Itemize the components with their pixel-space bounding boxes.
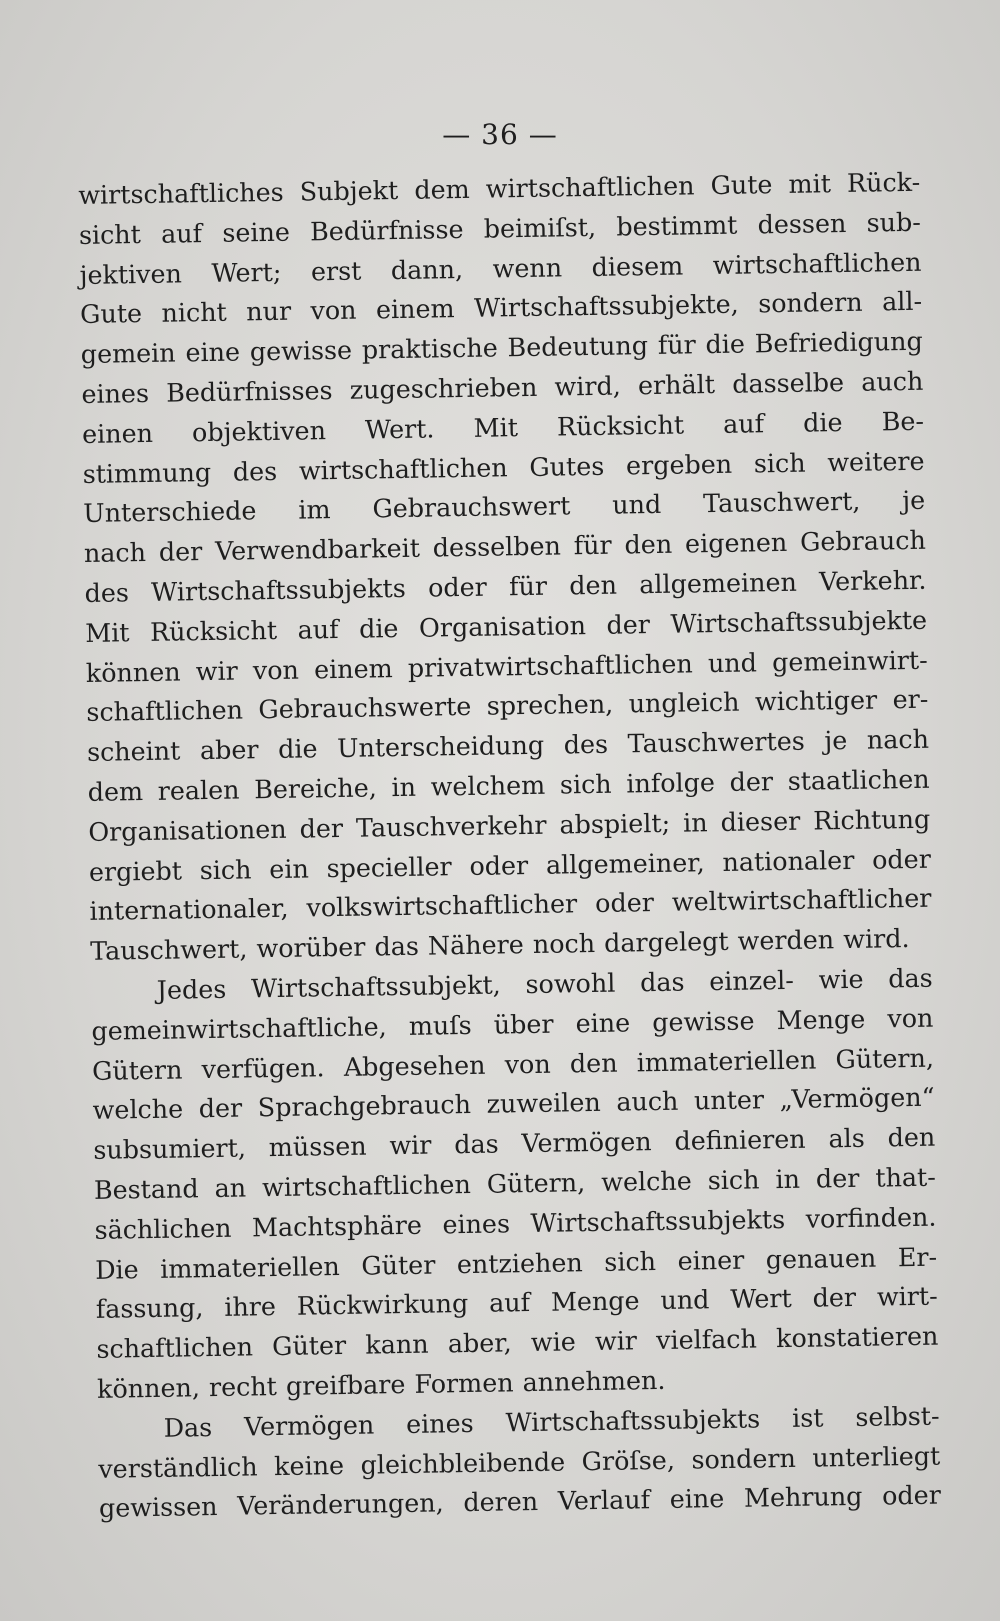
text-line: jektiven Wert; erst dann, wenn diesem wirtschaftlichen	[79, 246, 922, 290]
text-line: sächlichen Machtsphäre eines Wirtschaftssubjekts vorfinden.	[94, 1201, 937, 1245]
text-line: internationaler, volkswirtschaftlicher oder weltwirtschaftlicher	[89, 883, 932, 927]
text-line: Bestand an wirtschaftlichen Gütern, welche sich in der that-	[93, 1161, 937, 1205]
text-line: stimmung des wirtschaftlichen Gutes ergeben sich weitere	[82, 445, 925, 489]
text-line: Gütern verfügen. Abgesehen von den immateriellen Gütern,	[91, 1042, 935, 1086]
text-line: ergiebt sich ein specieller oder allgemeiner, nationaler oder	[88, 843, 932, 887]
text-line: sicht auf seine Bedürfnisse beimiſst, bestimmt dessen sub-	[78, 206, 922, 250]
text-line: können wir von einem privatwirtschaftlichen und gemeinwirt-	[85, 644, 928, 688]
text-line: scheint aber die Unterscheidung des Tauschwertes je nach	[86, 723, 930, 768]
text-line: subsumiert, müssen wir das Vermögen definieren als den	[93, 1121, 936, 1166]
text-line: schaftlichen Gebrauchswerte sprechen, ungleich wichtiger er-	[86, 684, 929, 728]
text-line: gewissen Veränderungen, deren Verlauf eine Mehrung oder	[98, 1479, 942, 1524]
text-line: Jedes Wirtschaftssubjekt, sowohl das einzel- wie das	[156, 962, 933, 1005]
text-line: eines Bedürfnisses zugeschrieben wird, erhält dasselbe auch	[81, 365, 924, 409]
text-line: dem realen Bereiche, in welchem sich infolge der staatlichen	[87, 763, 930, 807]
text-line: gemein eine gewisse praktische Bedeutung für die Befriedigung	[80, 325, 923, 370]
text-line: Das Vermögen eines Wirtschaftssubjekts ist selbst-	[163, 1400, 940, 1443]
text-line: Organisationen der Tauschverkehr abspielt; in dieser Richtung	[88, 803, 931, 847]
page-number: — 36 —	[442, 118, 558, 151]
text-line: fassung, ihre Rückwirkung auf Menge und Wert der wirt-	[95, 1280, 938, 1325]
text-line: gemeinwirtschaftliche, muſs über eine gewisse Menge von	[91, 1002, 934, 1046]
text-line: Die immateriellen Güter entziehen sich einer genauen Er-	[94, 1241, 938, 1285]
text-line: können, recht greifbare Formen annehmen.	[96, 1364, 666, 1404]
text-line: Mit Rücksicht auf die Organisation der Wirtschaftssubjekte	[84, 604, 928, 648]
text-line: welche der Sprachgebrauch zuweilen auch unter „Vermögen“	[92, 1081, 935, 1126]
text-line: Unterschiede im Gebrauchswert und Tauschwert, je	[83, 485, 926, 529]
text-line: nach der Verwendbarkeit desselben für den eigenen Gebrauch	[83, 524, 927, 569]
text-line: des Wirtschaftssubjekts oder für den allgemeinen Verkehr.	[84, 564, 927, 608]
text-line: Gute nicht nur von einem Wirtschaftssubjekte, sondern all-	[79, 286, 923, 330]
text-line: schaftlichen Güter kann aber, wie wir vielfach konstatieren	[96, 1320, 939, 1364]
text-line: wirtschaftliches Subjekt dem wirtschaftlichen Gute mit Rück-	[78, 166, 921, 210]
text-line: einen objektiven Wert. Mit Rücksicht auf die Be-	[81, 405, 925, 449]
text-line: Tauschwert, worüber das Nähere noch dargelegt werden wird.	[89, 923, 910, 967]
body-text	[78, 163, 941, 1529]
text-line: verständlich keine gleichbleibende Gröſse, sondern unterliegt	[98, 1440, 941, 1484]
